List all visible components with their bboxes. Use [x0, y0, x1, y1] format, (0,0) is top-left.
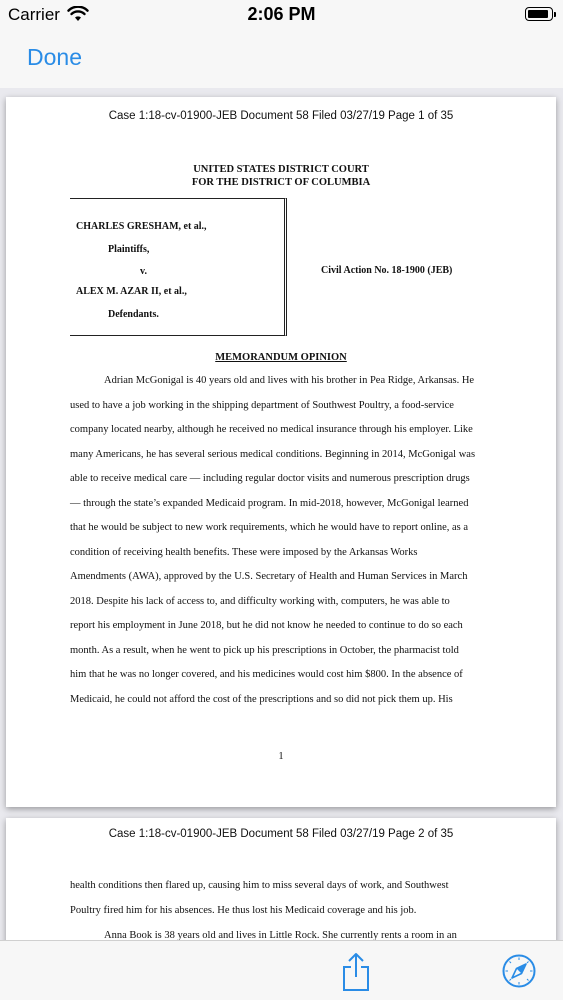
body-line: used to have a job working in the shipping department of Southwest Poultry, a food-service	[70, 400, 454, 411]
body-line: month. As a result, when he went to pick up his prescriptions in October, the pharmacist told	[70, 645, 459, 656]
status-bar	[0, 0, 563, 30]
body-line: many Americans, he has several serious medical conditions. Beginning in 2014, McGonigal was	[70, 449, 476, 460]
pdf-page-1	[6, 97, 556, 807]
body-line: condition of receiving health benefits. These were imposed by the Arkansas Works	[70, 547, 418, 558]
body-line: Amendments (AWA), approved by the U.S. Secretary of Health and Human Services in March	[70, 571, 468, 582]
clock: 2:06 PM	[247, 4, 316, 24]
versus-label: v.	[140, 266, 147, 277]
body-line: company located nearby, although he received no medical insurance through his employer. Like	[70, 424, 473, 435]
defendants-label: Defendants.	[108, 309, 159, 320]
body-line: report his employment in June 2018, but he did not know he needed to continue to do so each	[70, 620, 463, 631]
body-line: that he would be subject to new work requirements, which he would have to report online, as a	[70, 522, 469, 533]
body-line: — through the state’s expanded Medicaid program. In mid-2018, however, McGonigal learned	[70, 498, 469, 509]
page-header: Case 1:18-cv-01900-JEB Document 58 Filed 03/27/19 Page 2 of 35	[108, 828, 454, 840]
battery-icon	[525, 7, 553, 21]
plaintiffs-label: Plaintiffs,	[108, 244, 150, 255]
plaintiff-name: CHARLES GRESHAM, et al.,	[76, 221, 207, 232]
body-line: Adrian McGonigal is 40 years old and lives with his brother in Pea Ridge, Arkansas. He	[104, 375, 475, 386]
court-name: UNITED STATES DISTRICT COURT	[193, 164, 369, 175]
safari-compass-icon[interactable]	[501, 953, 537, 989]
done-button[interactable]: Done	[27, 44, 82, 70]
body-line: him that he was no longer covered, and his medicines would cost him $800. In the absence of	[70, 669, 463, 680]
body-line: health conditions then flared up, causing him to miss several days of work, and Southwest	[70, 880, 449, 891]
bottom-toolbar	[0, 940, 563, 1000]
case-caption-box	[70, 198, 287, 336]
court-district: FOR THE DISTRICT OF COLUMBIA	[191, 177, 371, 188]
page-header: Case 1:18-cv-01900-JEB Document 58 Filed 03/27/19 Page 1 of 35	[108, 110, 454, 122]
pdf-page-2	[6, 818, 556, 940]
body-line: Anna Book is 38 years old and lives in Little Rock. She currently rents a room in an	[104, 930, 457, 940]
memorandum-title: MEMORANDUM OPINION	[215, 352, 347, 363]
body-line: able to receive medical care — including regular doctor visits and numerous prescription drugs	[70, 473, 470, 484]
body-line: Poultry fired him for his absences. He thus lost his Medicaid coverage and his job.	[70, 905, 417, 916]
navigation-bar	[0, 30, 563, 88]
civil-action-number: Civil Action No. 18-1900 (JEB)	[321, 265, 453, 276]
carrier-label: Carrier	[8, 5, 60, 24]
defendant-name: ALEX M. AZAR II, et al.,	[76, 286, 187, 297]
page-number: 1	[278, 751, 284, 762]
body-line: Medicaid, he could not afford the cost of the prescriptions and so did not pick them up. His	[70, 694, 453, 705]
document-viewer[interactable]	[0, 88, 563, 940]
body-line: 2018. Despite his lack of access to, and difficulty working with, computers, he was able to	[70, 596, 450, 607]
share-icon[interactable]	[338, 951, 374, 993]
